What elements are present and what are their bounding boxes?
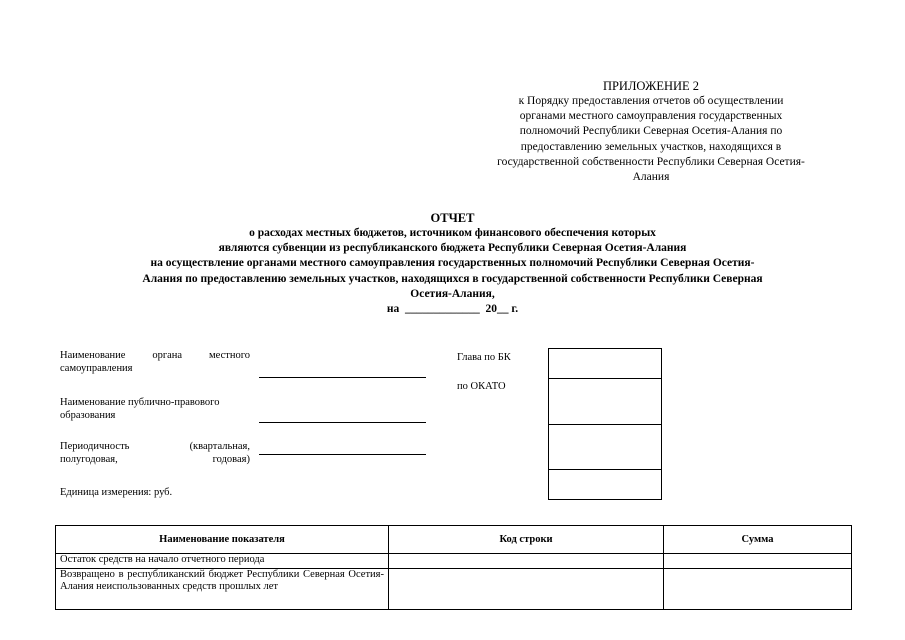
table-header-row xyxy=(56,526,852,554)
appendix-line: государственной собственности Республики Северная Осетия- xyxy=(497,155,805,168)
column-header: Наименование показателя xyxy=(56,526,389,554)
entity-name-field[interactable] xyxy=(259,422,426,423)
org-name-label: Наименование органа местного самоуправления xyxy=(60,350,250,374)
report-date-line: на _____________ 20__ г. xyxy=(386,303,519,316)
report-subtitle-line: Осетия-Алания, xyxy=(410,287,495,300)
unit-label: Единица измерения: руб. xyxy=(60,487,173,498)
report-subtitle-line: на осуществление органами местного самоуправления государственных полномочий Республики Северная Осетия- xyxy=(150,257,755,270)
appendix-header xyxy=(455,78,847,185)
sum-cell[interactable] xyxy=(664,569,852,610)
column-header: Сумма xyxy=(664,526,852,554)
appendix-line: Алания xyxy=(632,171,670,184)
indicator-name: Возвращено в республиканский бюджет Республики Северная Осетия-Алания неиспользованных средств прошлых лет xyxy=(56,569,389,610)
okato-box[interactable] xyxy=(548,378,662,425)
report-title-block xyxy=(40,210,865,317)
periodicity-label: Периодичность (квартальная, полугодовая, годовая) xyxy=(60,441,250,465)
periodicity-field[interactable] xyxy=(259,454,426,455)
okato-label: по ОКАТО xyxy=(457,381,506,392)
report-subtitle-line: Алания по предоставлению земельных участков, находящихся в государственной собственности Республики Северная xyxy=(142,272,763,285)
glava-bk-label: Глава по БК xyxy=(457,352,511,363)
line-code-cell[interactable] xyxy=(389,569,664,610)
appendix-line: к Порядку предоставления отчетов об осуществлении xyxy=(518,95,784,107)
appendix-line: полномочий Республики Северная Осетия-Алания по xyxy=(519,125,783,138)
report-subtitle-line: о расходах местных бюджетов, источником финансового обеспечения которых xyxy=(249,227,656,239)
indicator-name: Остаток средств на начало отчетного периода xyxy=(56,554,389,569)
report-title: ОТЧЕТ xyxy=(430,211,475,225)
entity-name-label: Наименование публично-правового образования xyxy=(60,397,220,421)
org-name-field[interactable] xyxy=(259,377,426,378)
appendix-line: предоставлению земельных участков, находящихся в xyxy=(520,140,782,153)
report-subtitle-line: являются субвенции из республиканского бюджета Республики Северная Осетия-Алания xyxy=(218,242,687,255)
appendix-heading: ПРИЛОЖЕНИЕ 2 xyxy=(602,79,700,93)
appendix-line: органами местного самоуправления государственных xyxy=(519,110,783,123)
code-box-empty[interactable] xyxy=(548,424,662,470)
table-row xyxy=(56,569,852,610)
table-row xyxy=(56,554,852,569)
glava-bk-box[interactable] xyxy=(548,348,662,379)
column-header: Код строки xyxy=(389,526,664,554)
sum-cell[interactable] xyxy=(664,554,852,569)
indicators-table xyxy=(55,525,852,610)
unit-code-box[interactable] xyxy=(548,469,662,500)
line-code-cell[interactable] xyxy=(389,554,664,569)
